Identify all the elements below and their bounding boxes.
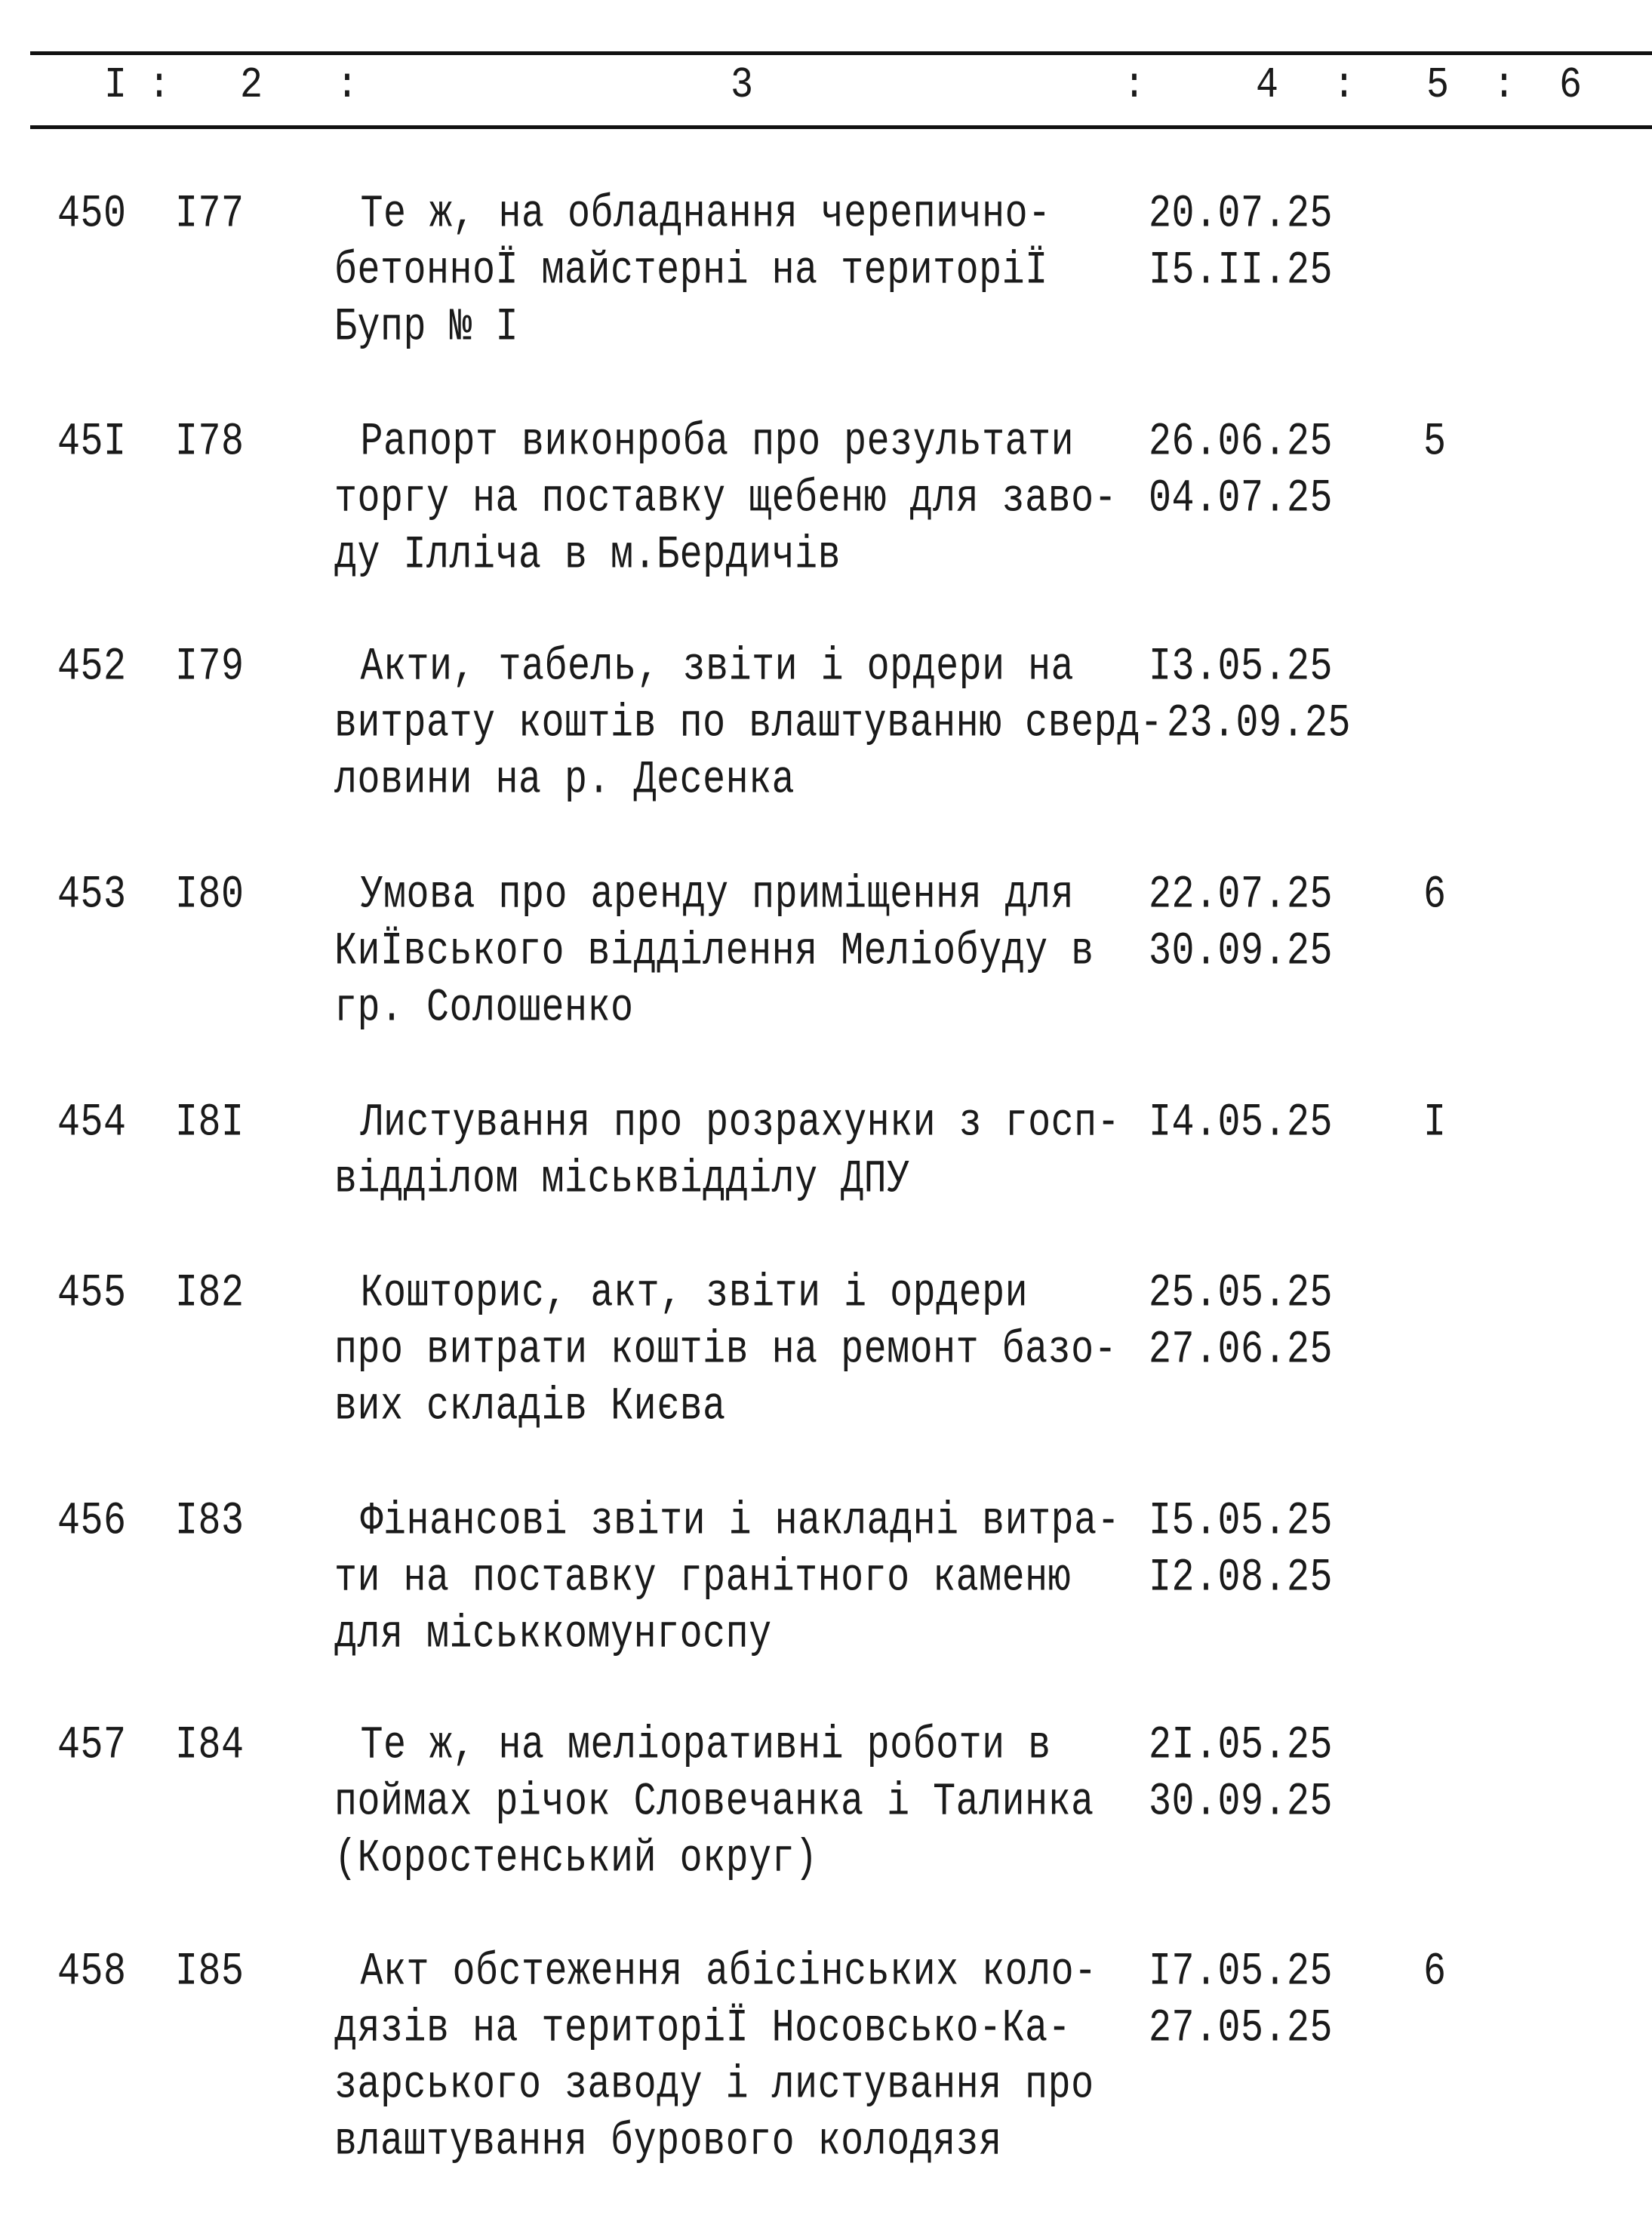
column-header-3: 3: [731, 60, 754, 111]
sheet-count: 5: [1423, 416, 1447, 469]
description-line: КиЇвського відділення Меліобуду в: [334, 925, 1094, 979]
description-line: Те ж, на меліоративні роботи в: [337, 1719, 1051, 1773]
date-range-line: 30.09.25: [1149, 925, 1334, 979]
item-number: 456: [57, 1495, 127, 1549]
description-line: відділом міськвідділу ДПУ: [334, 1153, 910, 1207]
sheet-count: 6: [1423, 869, 1447, 922]
file-reference: I77: [175, 188, 245, 242]
date-range-line: 22.07.25: [1149, 869, 1334, 922]
description-line: Рапорт виконроба про результати: [337, 416, 1075, 469]
description-line: витрату коштів по влаштуванню сверд-: [334, 697, 1164, 751]
description-line: торгу на поставку щебеню для заво-: [334, 472, 1118, 526]
column-separator: :: [336, 60, 359, 111]
description-line: (Коростенський округ): [334, 1832, 818, 1886]
column-header-5: 5: [1426, 60, 1450, 111]
header-top-rule: [30, 51, 1652, 55]
description-line: дязів на територіЇ Носовсько-Ка-: [334, 2002, 1072, 2056]
date-range-line: I5.II.25: [1149, 245, 1334, 298]
description-line: Акти, табель, звіти і ордери на: [337, 641, 1075, 694]
file-reference: I84: [175, 1719, 245, 1773]
date-range-line: 20.07.25: [1149, 188, 1334, 242]
date-range-line: 30.09.25: [1149, 1776, 1334, 1829]
date-range-line: I3.05.25: [1149, 641, 1334, 694]
date-range-line: I5.05.25: [1149, 1495, 1334, 1549]
column-header-2: 2: [240, 60, 263, 111]
description-line: бетонноЇ майстерні на територіЇ: [334, 245, 1048, 298]
description-line: зарського заводу і листування про: [334, 2059, 1094, 2112]
description-line: поймах річок Словечанка і Талинка: [334, 1776, 1094, 1829]
column-separator: :: [1493, 60, 1516, 111]
item-number: 457: [57, 1719, 127, 1773]
sheet-count: I: [1423, 1097, 1447, 1150]
item-number: 450: [57, 188, 127, 242]
file-reference: I85: [175, 1946, 245, 1999]
date-range-line: 2I.05.25: [1149, 1719, 1334, 1773]
column-separator: :: [1123, 60, 1146, 111]
item-number: 45I: [57, 416, 127, 469]
description-line: Листування про розрахунки з госп-: [337, 1097, 1121, 1150]
column-separator: :: [1333, 60, 1356, 111]
description-line: Акт обстеження абісінських коло-: [337, 1946, 1097, 1999]
item-number: 454: [57, 1097, 127, 1150]
description-line: Умова про аренду приміщення для: [337, 869, 1075, 922]
column-header-6: 6: [1559, 60, 1583, 111]
description-line: для міськкомунгоспу: [334, 1608, 772, 1662]
date-range-line: I7.05.25: [1149, 1946, 1334, 1999]
date-range-line: 27.06.25: [1149, 1324, 1334, 1377]
date-range-line: I2.08.25: [1149, 1552, 1334, 1605]
description-line: Фінансові звіти і накладні витра-: [337, 1495, 1121, 1549]
description-line: Бупр № I: [334, 301, 519, 355]
description-line: ловини на р. Десенка: [334, 754, 795, 808]
file-reference: I82: [175, 1267, 245, 1321]
description-line: влаштування бурового колодязя: [334, 2115, 1002, 2169]
description-line: про витрати коштів на ремонт базо-: [334, 1324, 1118, 1377]
item-number: 452: [57, 641, 127, 694]
column-separator: :: [148, 60, 171, 111]
description-line: ду Ілліча в м.Бердичів: [334, 529, 841, 583]
description-line: гр. Солошенко: [334, 982, 634, 1035]
date-range-line: 26.06.25: [1149, 416, 1334, 469]
description-line: Кошторис, акт, звіти і ордери: [337, 1267, 1029, 1321]
header-bottom-rule: [30, 125, 1652, 129]
description-line: Те ж, на обладнання черепично-: [337, 188, 1051, 242]
description-line: вих складів Києва: [334, 1380, 726, 1434]
description-line: ти на поставку гранітного каменю: [334, 1552, 1072, 1605]
item-number: 453: [57, 869, 127, 922]
date-range-line: 23.09.25: [1167, 697, 1352, 751]
sheet-count: 6: [1423, 1946, 1447, 1999]
file-reference: I83: [175, 1495, 245, 1549]
column-header-1: I: [104, 60, 128, 111]
date-range-line: 04.07.25: [1149, 472, 1334, 526]
date-range-line: I4.05.25: [1149, 1097, 1334, 1150]
file-reference: I79: [175, 641, 245, 694]
file-reference: I78: [175, 416, 245, 469]
date-range-line: 25.05.25: [1149, 1267, 1334, 1321]
date-range-line: 27.05.25: [1149, 2002, 1334, 2056]
item-number: 455: [57, 1267, 127, 1321]
file-reference: I80: [175, 869, 245, 922]
item-number: 458: [57, 1946, 127, 1999]
column-header-4: 4: [1256, 60, 1279, 111]
file-reference: I8I: [175, 1097, 245, 1150]
